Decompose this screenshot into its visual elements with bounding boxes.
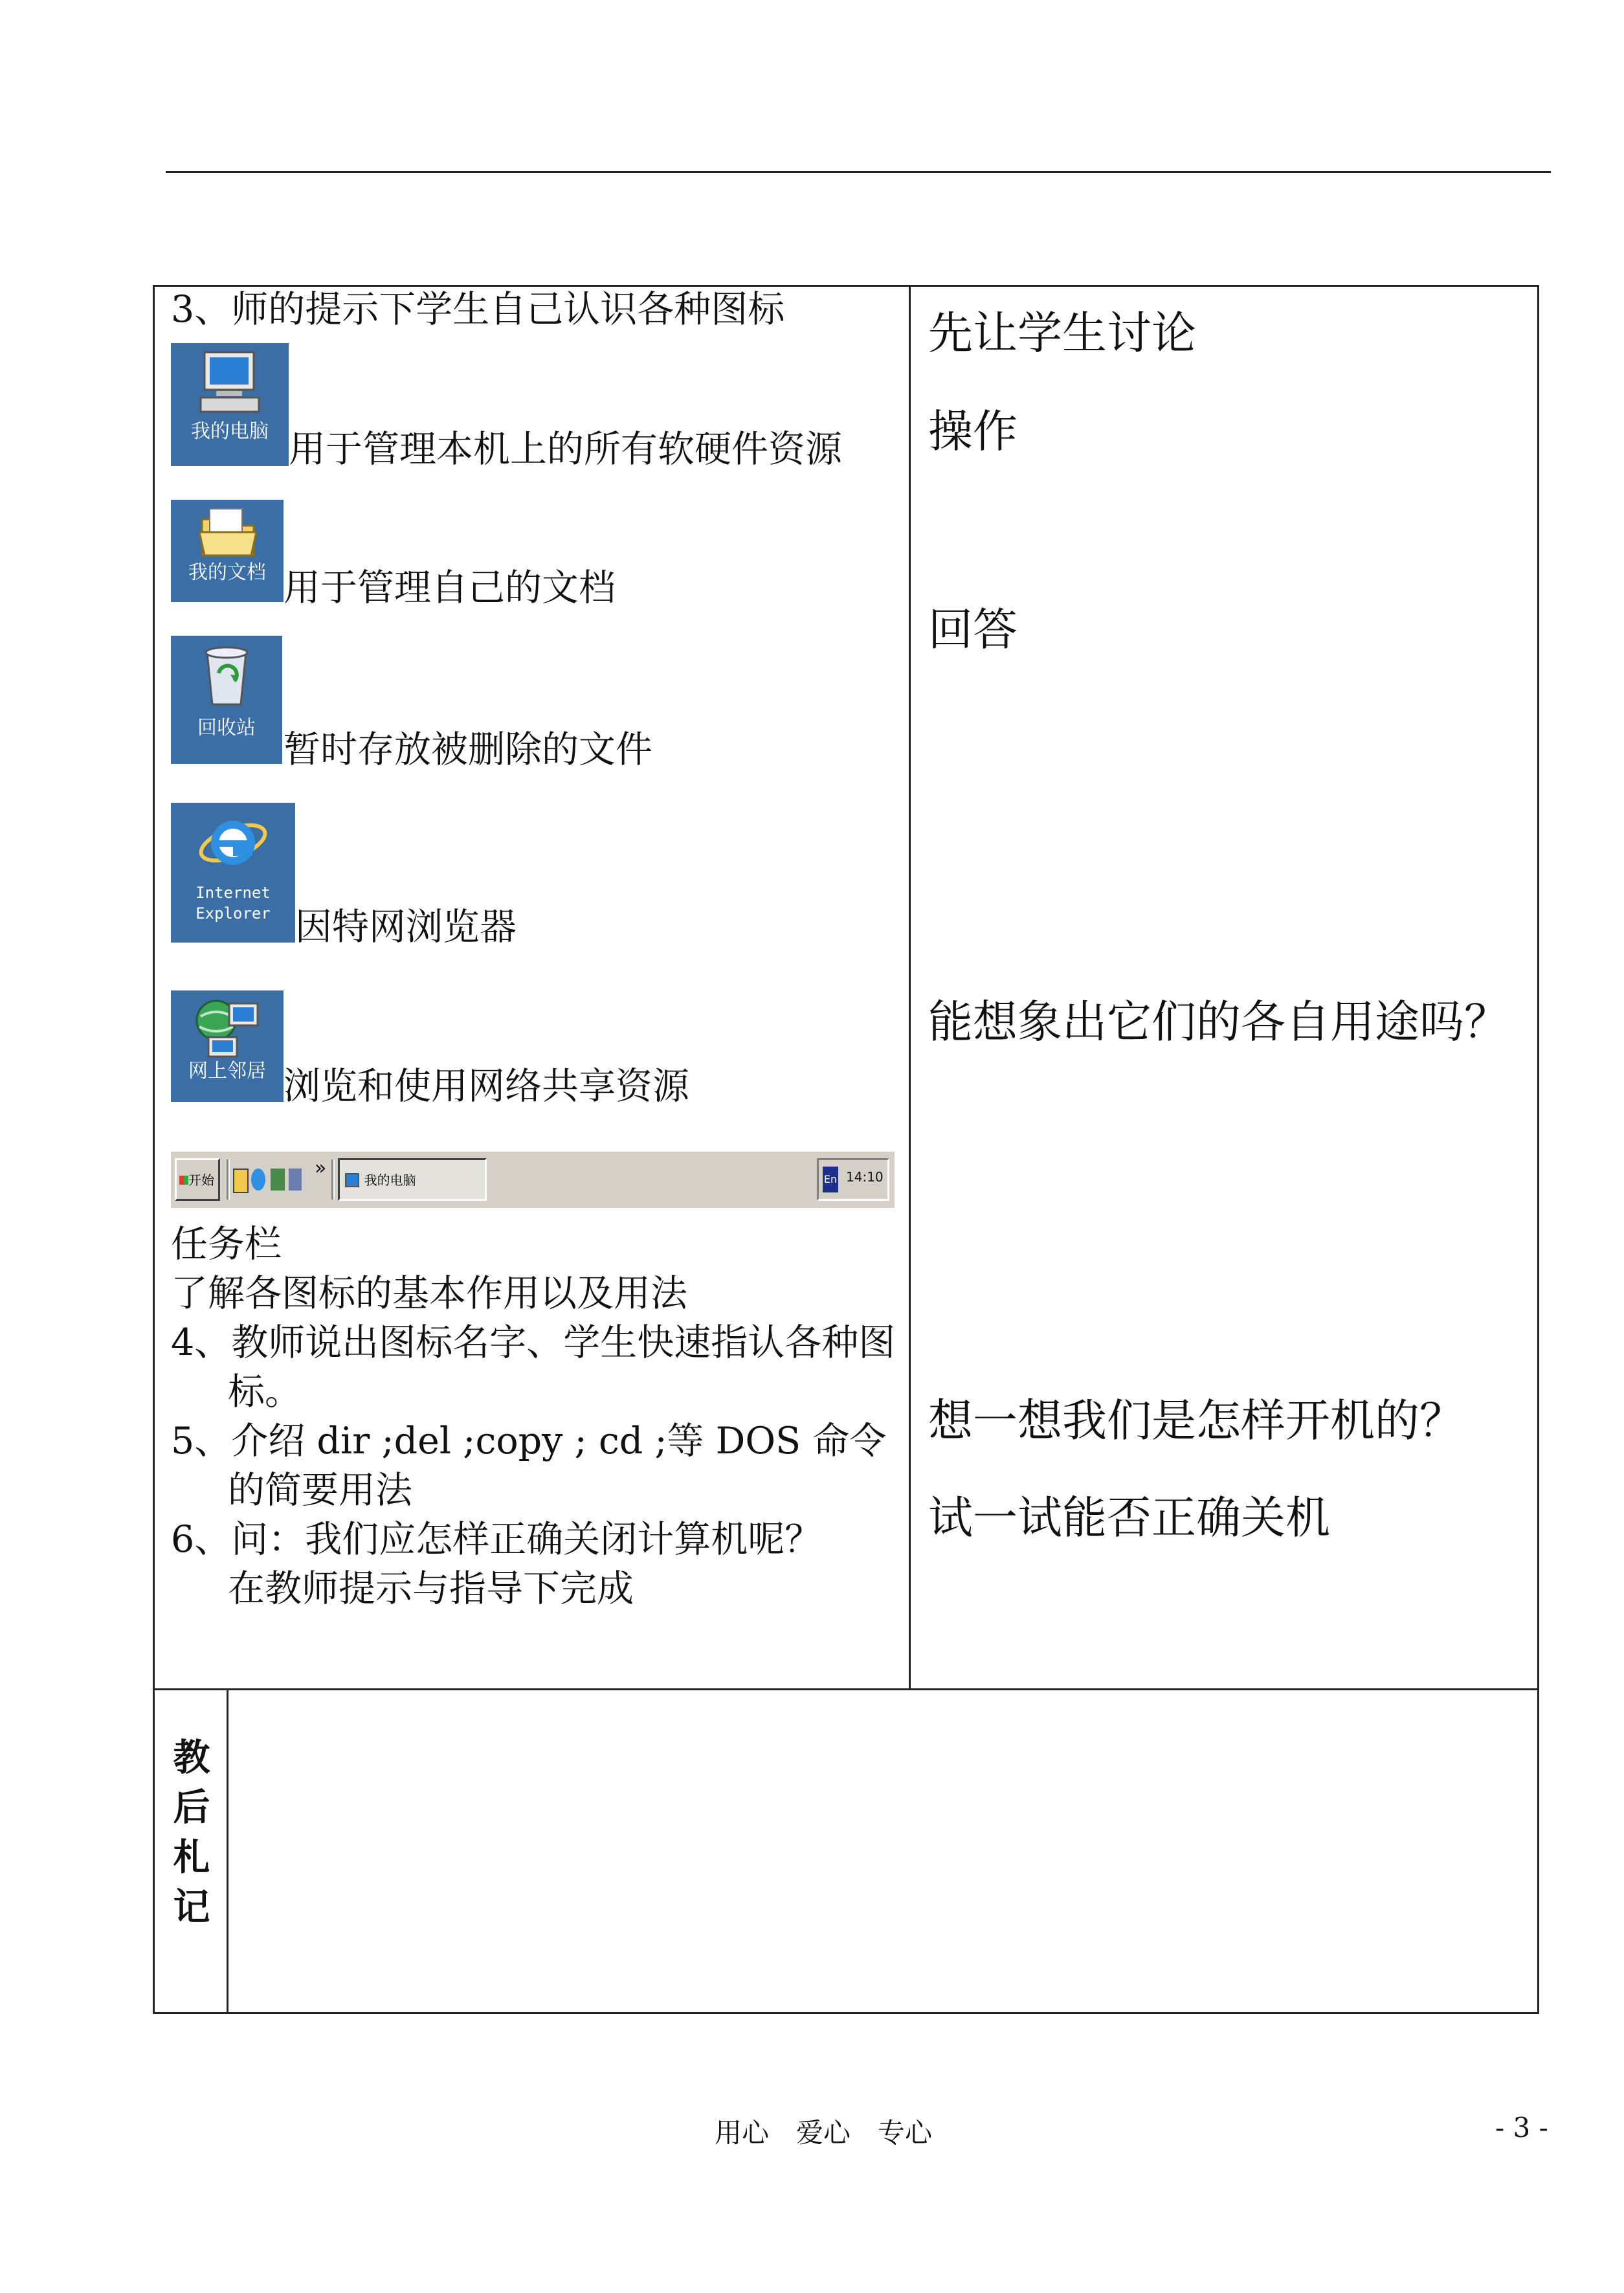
start-label: 开始	[188, 1172, 214, 1188]
taskbar-screenshot	[171, 1150, 895, 1208]
post-lesson-notes-label	[166, 1732, 217, 1932]
header-rule	[166, 171, 1551, 173]
network-neighborhood-label: 网上邻居	[188, 1060, 266, 1082]
right-item-discuss: 先让学生讨论	[928, 308, 1196, 359]
system-tray	[817, 1158, 889, 1201]
ie-quicklaunch-icon	[251, 1169, 265, 1191]
recycle-bin-desc: 暂时存放被删除的文件	[284, 728, 652, 771]
step4-line2: 标。	[228, 1370, 302, 1413]
my-computer-desc: 用于管理本机上的所有软硬件资源	[289, 428, 842, 471]
quick-launch-icons	[233, 1165, 311, 1194]
understand-line: 了解各图标的基本作用以及用法	[171, 1272, 687, 1315]
my-computer-label: 我的电脑	[191, 420, 269, 443]
column-divider	[909, 285, 911, 1690]
right-item-think-boot: 想一想我们是怎样开机的？	[928, 1395, 1464, 1447]
right-item-operate: 操作	[928, 406, 1018, 458]
row-divider	[153, 1688, 1539, 1690]
step3-text: 3、师的提示下学生自己认识各种图标	[171, 288, 785, 331]
notes-label-divider	[227, 1688, 228, 2014]
notes-char: 教	[173, 1736, 210, 1779]
page-number: - 3 -	[1495, 2112, 1548, 2143]
start-button	[175, 1158, 220, 1201]
clock: 14:10	[846, 1169, 884, 1185]
windows-logo-icon	[179, 1176, 188, 1185]
notes-char: 记	[173, 1885, 210, 1929]
taskbar-separator	[331, 1159, 335, 1200]
notes-char: 札	[173, 1835, 210, 1879]
right-item-imagine: 能想象出它们的各自用途吗？	[928, 996, 1509, 1048]
media-quicklaunch-icon	[271, 1169, 285, 1191]
recycle-bin-label: 回收站	[197, 717, 256, 739]
ie-label-line1: Internet	[195, 884, 271, 902]
language-indicator: En	[823, 1167, 838, 1192]
outlook-quicklaunch-icon	[289, 1169, 302, 1191]
ie-desc: 因特网浏览器	[295, 906, 517, 948]
step6-line1: 6、问：我们应怎样正确关闭计算机呢？	[171, 1518, 822, 1561]
taskbar-window-button	[338, 1158, 487, 1201]
taskbar-window-label: 我的电脑	[364, 1172, 416, 1188]
network-neighborhood-icon	[171, 990, 284, 1102]
my-documents-desc: 用于管理自己的文档	[284, 566, 616, 609]
taskbar-separator	[227, 1159, 230, 1200]
quick-launch-chevron: »	[315, 1157, 327, 1180]
step4-line1: 4、教师说出图标名字、学生快速指认各种图	[171, 1321, 896, 1364]
my-documents-icon	[171, 500, 284, 602]
step6-line2: 在教师提示与指导下完成	[228, 1567, 634, 1610]
step5-line2: 的简要用法	[228, 1469, 412, 1512]
my-documents-label: 我的文档	[188, 561, 266, 584]
my-computer-icon	[171, 343, 289, 466]
network-neighborhood-desc: 浏览和使用网络共享资源	[284, 1065, 689, 1108]
show-desktop-icon	[233, 1169, 249, 1193]
internet-explorer-icon	[171, 803, 295, 943]
right-item-try-shutdown: 试一试能否正确关机	[928, 1492, 1330, 1544]
taskbar-caption: 任务栏	[171, 1223, 282, 1266]
my-computer-small-icon	[345, 1173, 359, 1187]
footer-motto: 用心 爱心 专心	[715, 2117, 933, 2149]
ie-label-line2: Explorer	[195, 904, 271, 923]
post-lesson-notes-area	[230, 1692, 1535, 2009]
step5-line1: 5、介绍 dir ;del ;copy ; cd ;等 DOS 命令	[171, 1420, 887, 1462]
right-item-answer: 回答	[928, 604, 1018, 656]
notes-char: 后	[173, 1785, 210, 1829]
recycle-bin-icon	[171, 636, 282, 764]
